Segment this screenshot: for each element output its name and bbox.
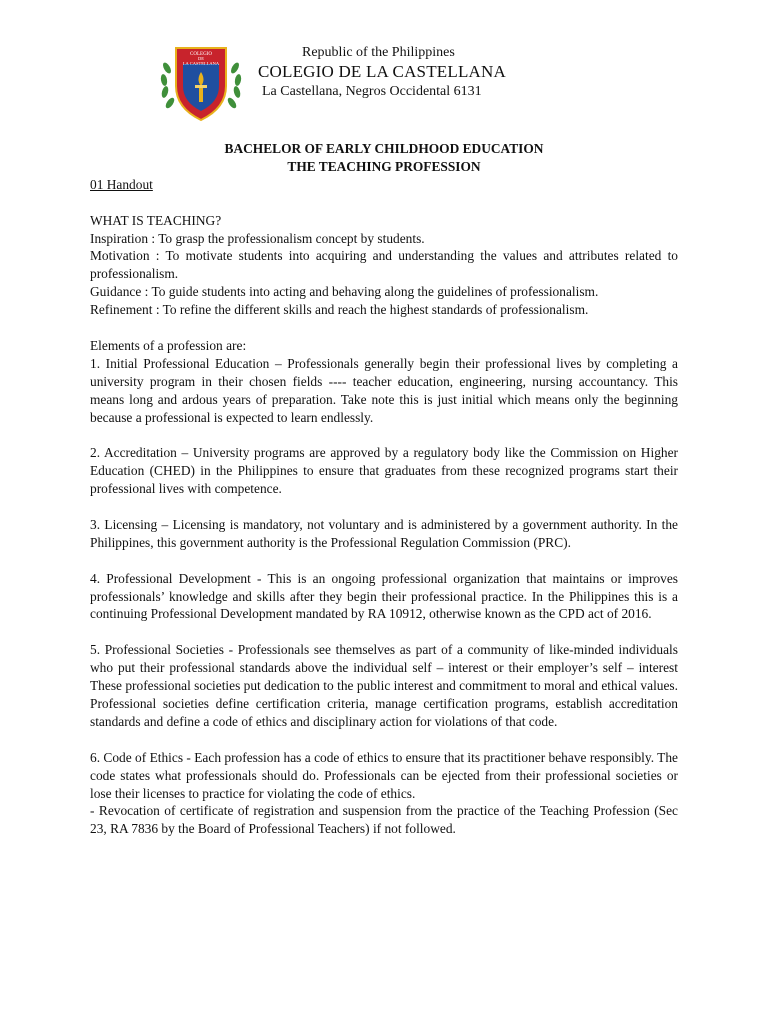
seal-mid-text: DE — [198, 56, 204, 61]
seal-bottom-text: LA CASTELLANA — [182, 61, 220, 66]
spacer — [90, 319, 678, 337]
intro-line-guidance: Guidance : To guide students into acting and behaving along the guidelines of professionalism. — [90, 284, 599, 300]
seal-lettering — [158, 38, 244, 124]
spacer — [90, 623, 678, 641]
element-professional-societies: 5. Professional Societies - Professionals see themselves as part of a community of like-minded individuals who put their professional standards above the individual self – interest or their employer’s self – interest These professional societies put dedication to the public interest and commitment to moral and ethical values. Professional societies define certification criteria, manage certification programs, establish accreditation standards and define a code of ethics and disciplinary action for violations of that code. — [90, 642, 678, 729]
element-licensing: 3. Licensing – Licensing is mandatory, not voluntary and is administered by a government authority. In the Philippines, this government authority is the Professional Regulation Commission (PRC). — [90, 516, 678, 550]
element-accreditation: 2. Accreditation – University programs are approved by a regulatory body like the Commission on Higher Education (CHED) in the Philippines to ensure that graduates from these recognized programs start their professional lives with competence. — [90, 445, 678, 497]
school-address: La Castellana, Negros Occidental 6131 — [262, 84, 482, 99]
header-text-block — [258, 44, 506, 101]
spacer — [90, 552, 678, 570]
spacer — [90, 731, 678, 749]
elements-title: Elements of a profession are: — [90, 337, 247, 353]
section-title: WHAT IS TEACHING? — [90, 212, 222, 228]
seal-top-text: COLEGIO — [190, 52, 212, 57]
revocation-note: - Revocation of certificate of registration and suspension from the practice of the Teaching Profession (Sec 23, RA 7836 by the Board of Professional Teachers) if not followed. — [90, 803, 678, 837]
intro-line-motivation: Motivation : To motivate students into acquiring and understanding the values and attributes related to professionalism. — [90, 248, 678, 282]
intro-line-refinement: Refinement : To refine the different skills and reach the highest standards of professionalism. — [90, 302, 589, 318]
school-name: COLEGIO DE LA CASTELLANA — [258, 62, 506, 81]
course-title: THE TEACHING PROFESSION — [287, 158, 481, 174]
element-professional-development: 4. Professional Development - This is an ongoing professional organization that maintains or improves professionals’ knowledge and skills after they begin their professional practice. In the Philippines this is a continuing Professional Development mandated by RA 10912, otherwise known as the CPD act of 2016. — [90, 570, 678, 622]
document-header — [0, 0, 768, 130]
program-title: BACHELOR OF EARLY CHILDHOOD EDUCATION — [224, 141, 544, 156]
intro-line-inspiration: Inspiration : To grasp the professionalism concept by students. — [90, 230, 425, 246]
handout-label: 01 Handout — [90, 176, 153, 192]
handout-body — [90, 140, 678, 838]
republic-line: Republic of the Philippines — [302, 45, 455, 60]
element-code-of-ethics: 6. Code of Ethics - Each profession has a code of ethics to ensure that its practitioner behave responsibly. The code states what professionals should do. Professionals can be ejected from their professional societies or lose their licenses to practice for violating the code of ethics. — [90, 749, 678, 801]
spacer — [90, 426, 678, 444]
element-initial-education: 1. Initial Professional Education – Professionals generally begin their professional lives by completing a university program in their chosen fields ---- teacher education, engineering, nursing accountancy. This means long and ardous years of preparation. Take note this is just initial which means only the beginning because a professional is expected to learn endlessly. — [90, 355, 678, 425]
spacer — [90, 498, 678, 516]
